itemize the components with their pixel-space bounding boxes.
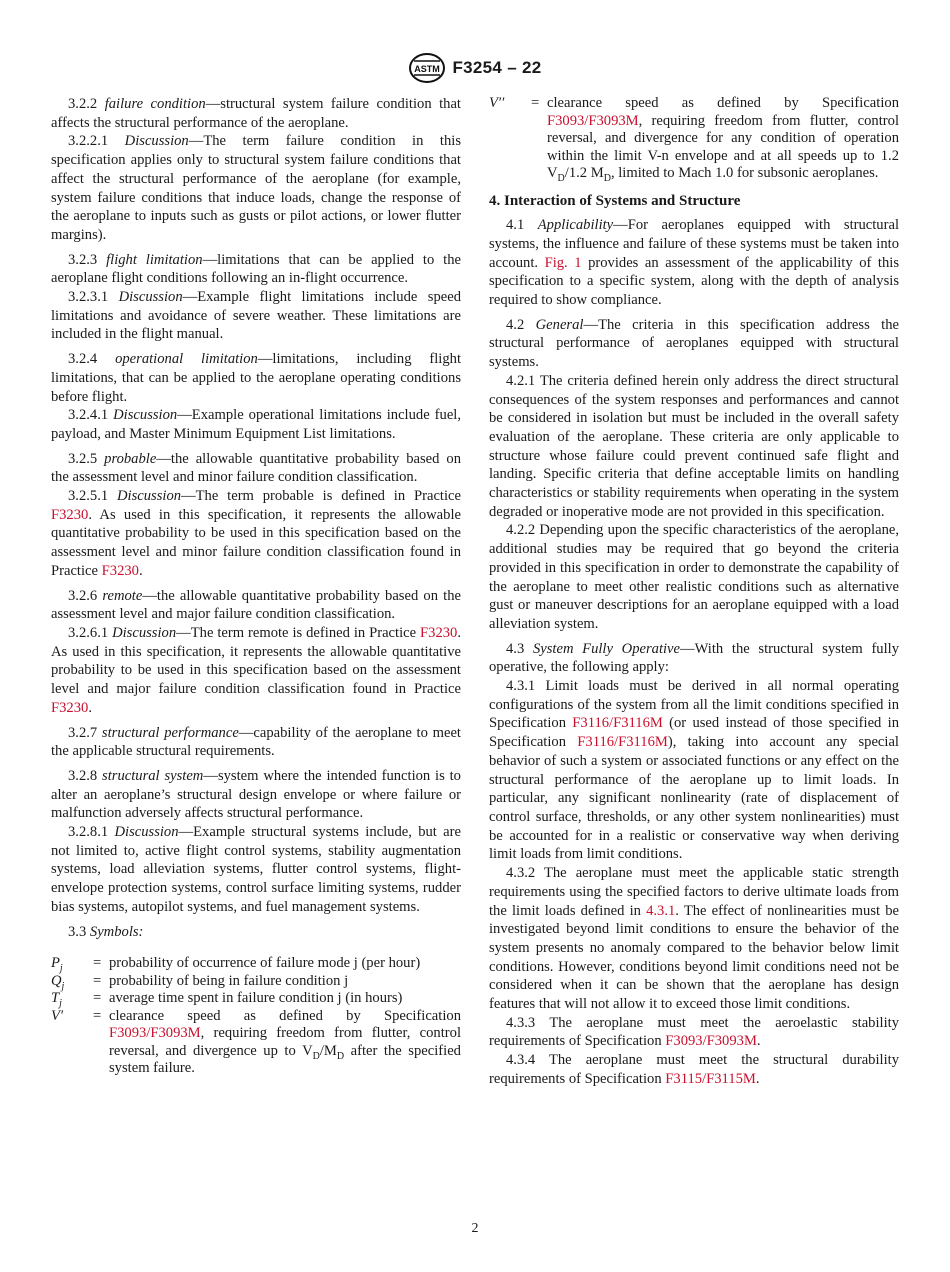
- para-4-3-4: 4.3.4 The aeroplane must meet the structural durability requirements of Specification F3115/F3115M.: [489, 1052, 899, 1087]
- para-3-2-6-1: 3.2.6.1 Discussion—The term remote is defined in Practice F3230. As used in this specification, it represents the allowable quantitative probability to be used in this specification based on the assessment level and major failure condition classification found in Practice F3230.: [51, 624, 461, 716]
- para-3-2-8: 3.2.8 structural system—system where the intended function is to alter an aeroplane’s structural design envelope or where failure or malfunction adversely affects structural performance.: [51, 767, 461, 822]
- symbol-row-v-double-prime: V′′ = clearance speed as defined by Specification F3093/F3093M, requiring freedom from flutter, control reversal, and divergence for any condition of operation within the limit V-n envelope and at all speeds up to 1.2 $V_D/1.2$ $M_D$, limited to Mach 1.0 for subsonic aeroplanes.: [489, 95, 899, 184]
- para-3-2-4-1: 3.2.4.1 Discussion—Example operational limitations include fuel, payload, and Master Minimum Equipment List limitations.: [51, 407, 461, 442]
- para-4-1: 4.1 Applicability—For aeroplanes equipped with structural systems, the influence and failure of these systems must be taken into account. Fig. 1 provides an assessment of the applicability of this specification to a specific system, along with the depth of analysis required to show compliance.: [489, 217, 899, 309]
- page-header: [0, 52, 950, 84]
- ref-link-f3093[interactable]: F3093/F3093M: [665, 1033, 757, 1050]
- symbol-row: $P_j$ = probability of occurrence of failure mode j (per hour): [51, 955, 421, 975]
- ref-link-f3230[interactable]: F3230: [101, 562, 139, 579]
- para-3-2-8-1: 3.2.8.1 Discussion—Example structural systems include, but are not limited to, active flight control systems, stability augmentation systems, load alleviation systems, flutter control systems, flight-envelope protection systems, control surface limiting systems, rudder bias systems, autopilot systems, and fuel management systems.: [51, 824, 461, 915]
- ref-link-fig-1[interactable]: Fig. 1: [544, 254, 582, 271]
- ref-link-f3116[interactable]: F3116/F3116M: [577, 734, 668, 751]
- ref-link-f3116[interactable]: F3116/F3116M: [572, 715, 663, 732]
- document-designation: F3254 – 22: [452, 58, 542, 77]
- para-4-2-2: 4.2.2 Depending upon the specific characteristics of the aeroplane, additional studies may be required that go beyond the criteria provided in this specification in order to demonstrate the capability of the aeroplane to meet other realistic conditions such as alternative gust or maneuver descriptions for an aeroplane equipped with a load alleviation system.: [489, 522, 899, 632]
- para-3-2-5: 3.2.5 probable—the allowable quantitative probability based on the assessment level and minor failure condition classification.: [51, 450, 461, 486]
- para-3-2-6: 3.2.6 remote—the allowable quantitative probability based on the assessment level and major failure condition classification.: [51, 587, 461, 623]
- para-4-2: 4.2 General—The criteria in this specification address the structural performance of aeroplanes equipped with structural systems.: [489, 316, 899, 371]
- section-4-heading: 4. Interaction of Systems and Structure: [489, 192, 741, 209]
- ref-link-4-3-1[interactable]: 4.3.1: [646, 902, 676, 919]
- para-3-2-3-1: 3.2.3.1 Discussion—Example flight limitations include speed limitations and avoidance of severe weather. These limitations are included in the flight manual.: [51, 289, 461, 343]
- ref-link-f3230[interactable]: F3230: [51, 699, 89, 716]
- para-3-3: 3.3 Symbols:: [68, 923, 144, 940]
- symbol-row-v-prime: V′ = clearance speed as defined by Specification F3093/F3093M, requiring freedom from flutter, control reversal, and divergence up to $V_D/M_D$ after the specified system failure.: [51, 1007, 461, 1077]
- ref-link-f3093[interactable]: F3093/F3093M: [109, 1025, 201, 1042]
- page-number: 2: [471, 1221, 479, 1236]
- svg-text:ASTM: ASTM: [414, 64, 441, 74]
- para-4-3-3: 4.3.3 The aeroplane must meet the aeroelastic stability requirements of Specification F3093/F3093M.: [489, 1014, 899, 1050]
- para-3-2-7: 3.2.7 structural performance—capability of the aeroplane to meet the applicable structural requirements.: [51, 724, 461, 760]
- right-column: [489, 95, 899, 1089]
- para-3-2-5-1: 3.2.5.1 Discussion—The term probable is defined in Practice F3230. As used in this specification, it represents the allowable quantitative probability to be used in this specification based on the assessment level and minor failure condition classification found in Practice F3230.: [51, 488, 461, 579]
- para-3-2-2: 3.2.2 failure condition—structural system failure condition that affects the structural performance of the aeroplane.: [51, 96, 461, 131]
- para-4-3-2: 4.3.2 The aeroplane must meet the applicable static strength requirements using the specified factors to derive ultimate loads from the limit loads defined in 4.3.1. The effect of nonlinearities must be investigated beyond limit conditions to ensure the behavior of the system presents no anomaly compared to the behavior below limit conditions. However, conditions beyond limit conditions need not be considered when it can be shown that the aeroplane has design features that will not allow it to exceed those limit conditions.: [489, 865, 899, 1013]
- symbols-list: [51, 955, 461, 1078]
- para-4-2-1: 4.2.1 The criteria defined herein only address the direct structural consequences of the system responses and performances and cannot be considered in isolation but must be included in the overall safety evaluation of the aeroplane. These criteria are only applicable to structure whose failure could prevent continued safe flight and landing. Specific criteria that define acceptable limits on handling characteristics or stability requirements when operating in the system degraded or inoperative mode are not provided in this specification.: [489, 372, 899, 520]
- ref-link-f3230[interactable]: F3230: [51, 506, 89, 523]
- ref-link-f3093[interactable]: F3093/F3093M: [547, 112, 639, 129]
- left-column: [51, 95, 461, 1078]
- para-3-2-4: 3.2.4 operational limitation—limitations, including flight limitations, that can be applied to the aeroplane operating conditions before flight.: [51, 351, 462, 405]
- para-3-2-3: 3.2.3 flight limitation—limitations that can be applied to the aeroplane flight conditions following an in-flight occurrence.: [51, 251, 461, 287]
- astm-logo-icon: [408, 52, 446, 84]
- para-4-3: 4.3 System Fully Operative—With the structural system fully operative, the following apply:: [489, 640, 900, 676]
- para-4-3-1: 4.3.1 Limit loads must be derived in all normal operating configurations of the system from all the limit conditions specified in Specification F3116/F3116M (or used instead of those specified in Specification F3116/F3116M), taking into account any special behavior of such a system or associated functions or any effect on the structural performance of the aeroplane up to limit loads. In particular, any significant nonlinearity (rate of displacement of control surface, thresholds, or any other system nonlinearities) must be accounted for in a realistic or conservative way when deriving limit loads from limit conditions.: [489, 678, 899, 863]
- symbol-row: $T_j$ = average time spent in failure condition j (in hours): [51, 990, 403, 1010]
- ref-link-f3230[interactable]: F3230: [420, 624, 458, 641]
- ref-link-f3115[interactable]: F3115/F3115M: [665, 1070, 756, 1087]
- para-3-2-2-1: 3.2.2.1 Discussion—The term failure condition in this specification applies only to structural system failure conditions that affect the structural performance of the aeroplane (for example, system failure conditions that induce loads, change the response of the aeroplane to inputs such as gusts or pilot actions, or lower flutter margins).: [51, 133, 461, 243]
- symbol-row: $Q_j$ = probability of being in failure condition j: [51, 972, 349, 992]
